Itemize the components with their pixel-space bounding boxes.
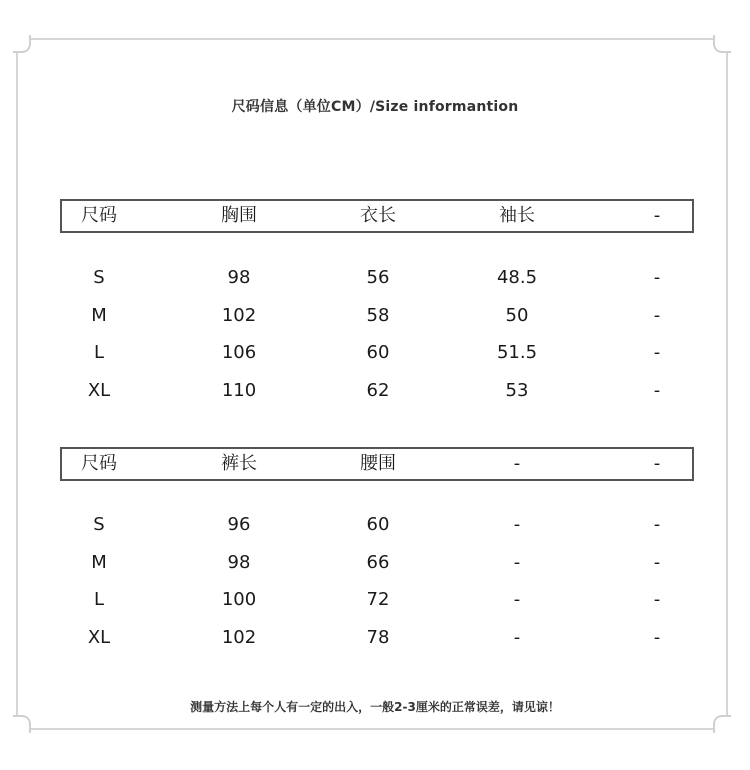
value-cell: 98 xyxy=(227,267,251,288)
value-cell: 56 xyxy=(366,267,390,288)
size-cell: XL xyxy=(87,627,111,648)
size-cell: S xyxy=(93,514,105,535)
value-cell: 110 xyxy=(221,380,257,401)
header-cell: 腰围 xyxy=(360,453,396,474)
size-cell: M xyxy=(91,552,107,573)
value-cell: 106 xyxy=(221,342,257,363)
frame-corner-bottom-left xyxy=(13,715,31,733)
value-cell: - xyxy=(653,627,661,648)
frame-corner-top-left xyxy=(13,35,31,53)
value-cell: - xyxy=(653,380,661,401)
measurement-note: 测量方法上每个人有一定的出入，一般2-3厘米的正常误差，请见谅！ xyxy=(190,700,560,714)
header-cell: - xyxy=(653,205,661,226)
size-cell: L xyxy=(93,589,105,610)
header-cell: 衣长 xyxy=(360,205,396,226)
value-cell: - xyxy=(513,514,521,535)
value-cell: 102 xyxy=(221,627,257,648)
value-cell: - xyxy=(653,514,661,535)
frame-corner-top-right xyxy=(713,35,731,53)
size-cell: XL xyxy=(87,380,111,401)
value-cell: - xyxy=(513,627,521,648)
value-cell: 72 xyxy=(366,589,390,610)
value-cell: - xyxy=(513,589,521,610)
value-cell: 48.5 xyxy=(496,267,538,288)
value-cell: 96 xyxy=(227,514,251,535)
value-cell: 50 xyxy=(505,305,529,326)
value-cell: - xyxy=(653,267,661,288)
header-cell: 袖长 xyxy=(499,205,535,226)
value-cell: - xyxy=(653,589,661,610)
value-cell: 102 xyxy=(221,305,257,326)
value-cell: 66 xyxy=(366,552,390,573)
header-cell: 胸围 xyxy=(221,205,257,226)
value-cell: - xyxy=(653,305,661,326)
size-cell: L xyxy=(93,342,105,363)
value-cell: 78 xyxy=(366,627,390,648)
value-cell: 53 xyxy=(505,380,529,401)
value-cell: 51.5 xyxy=(496,342,538,363)
value-cell: 100 xyxy=(221,589,257,610)
page-title: 尺码信息（单位CM）/Size informantion xyxy=(231,99,519,115)
header-cell: 尺码 xyxy=(81,453,117,474)
size-cell: S xyxy=(93,267,105,288)
value-cell: 62 xyxy=(366,380,390,401)
header-cell: 裤长 xyxy=(221,453,257,474)
header-cell: - xyxy=(513,453,521,474)
header-cell: 尺码 xyxy=(81,205,117,226)
value-cell: 60 xyxy=(366,514,390,535)
value-cell: - xyxy=(653,342,661,363)
header-cell: - xyxy=(653,453,661,474)
value-cell: - xyxy=(513,552,521,573)
size-cell: M xyxy=(91,305,107,326)
value-cell: 98 xyxy=(227,552,251,573)
value-cell: 58 xyxy=(366,305,390,326)
value-cell: - xyxy=(653,552,661,573)
value-cell: 60 xyxy=(366,342,390,363)
frame-corner-bottom-right xyxy=(713,715,731,733)
